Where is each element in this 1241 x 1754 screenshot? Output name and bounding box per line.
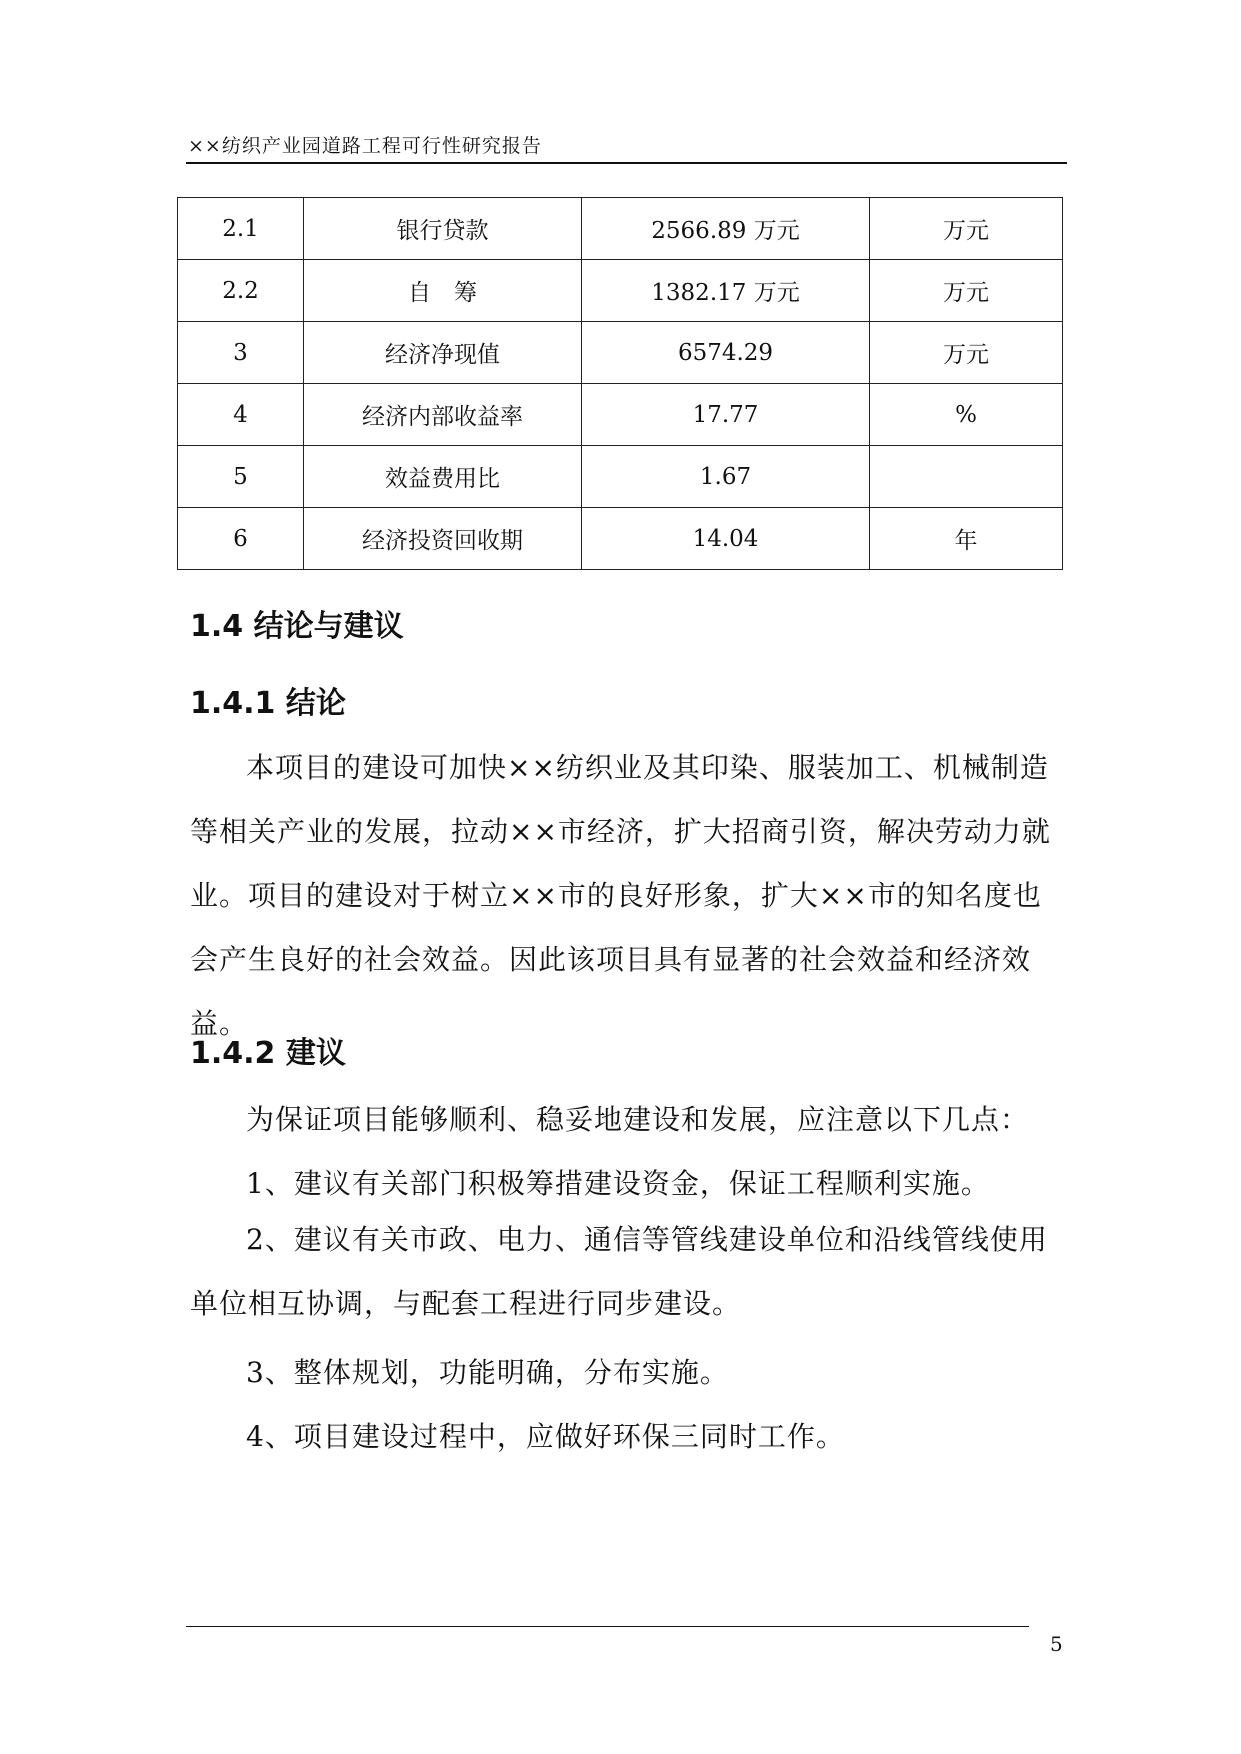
cell-no: 2.2 (178, 260, 304, 322)
cell-value: 17.77 (582, 384, 870, 446)
cell-no: 3 (178, 322, 304, 384)
table-row (178, 508, 1063, 570)
section-heading: 1.4 结论与建议 (190, 609, 404, 644)
cell-value: 1382.17 万元 (582, 260, 870, 322)
suggestions-heading: 1.4.2 建议 (190, 1036, 346, 1071)
table-row (178, 198, 1063, 260)
table-row (178, 322, 1063, 384)
cell-unit: 年 (870, 508, 1063, 570)
cell-unit: 万元 (870, 198, 1063, 260)
table-row (178, 260, 1063, 322)
table-row (178, 446, 1063, 508)
cell-no: 4 (178, 384, 304, 446)
conclusion-paragraph: 本项目的建设可加快××纺织业及其印染、服装加工、机械制造等相关产业的发展，拉动××市经济，扩大招商引资，解决劳动力就业。项目的建设对于树立××市的良好形象，扩大××市的知名度也会产生良好的社会效益。因此该项目具有显著的社会效益和经济效益。 (190, 751, 1051, 1040)
cell-unit: 万元 (870, 322, 1063, 384)
footer-divider (186, 1626, 1029, 1627)
cell-unit: 万元 (870, 260, 1063, 322)
cell-value: 6574.29 (582, 322, 870, 384)
page-header-title: ××纺织产业园道路工程可行性研究报告 (188, 135, 542, 157)
cell-value: 14.04 (582, 508, 870, 570)
suggestion-item-1: 1、建议有关部门积极筹措建设资金，保证工程顺利实施。 (246, 1167, 990, 1200)
table-row (178, 384, 1063, 446)
cell-item: 自 筹 (304, 260, 582, 322)
cell-item: 经济投资回收期 (304, 508, 582, 570)
suggestion-item-3: 3、整体规划，功能明确，分布实施。 (246, 1356, 729, 1389)
cell-unit: % (870, 384, 1063, 446)
page-number: 5 (1050, 1632, 1063, 1656)
cell-no: 5 (178, 446, 304, 508)
cell-value: 2566.89 万元 (582, 198, 870, 260)
suggestions-intro: 为保证项目能够顺利、稳妥地建设和发展，应注意以下几点： (246, 1103, 1030, 1136)
cell-item: 经济净现值 (304, 322, 582, 384)
cell-item: 银行贷款 (304, 198, 582, 260)
suggestion-item-2: 2、建议有关市政、电力、通信等管线建设单位和沿线管线使用单位相互协调，与配套工程进行同步建设。 (190, 1223, 1048, 1320)
indicator-table (177, 197, 1063, 570)
cell-no: 2.1 (178, 198, 304, 260)
cell-item: 经济内部收益率 (304, 384, 582, 446)
cell-value: 1.67 (582, 446, 870, 508)
cell-item: 效益费用比 (304, 446, 582, 508)
cell-unit (870, 446, 1063, 508)
conclusion-heading: 1.4.1 结论 (190, 686, 346, 721)
suggestion-item-4: 4、项目建设过程中，应做好环保三同时工作。 (246, 1420, 845, 1453)
cell-no: 6 (178, 508, 304, 570)
header-divider (186, 162, 1067, 164)
